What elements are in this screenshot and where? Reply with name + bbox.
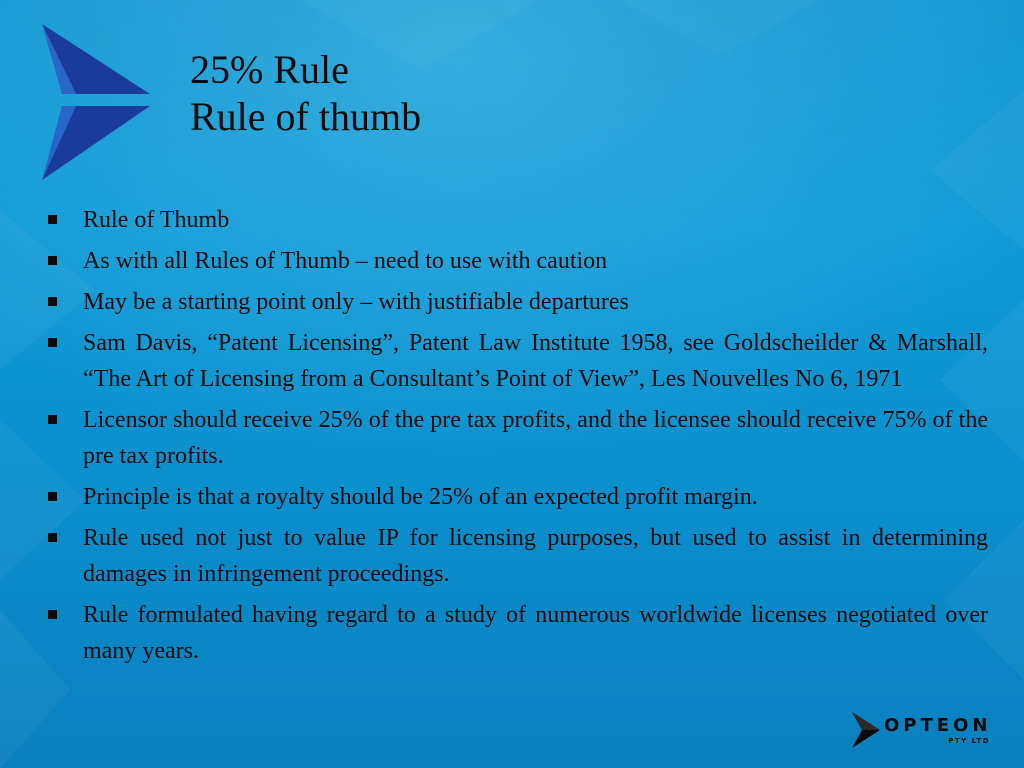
bullet-text: May be a starting point only – with justifiable departures: [83, 289, 629, 315]
bullet-text: Rule of Thumb: [83, 207, 230, 233]
bullet-item: [48, 520, 988, 592]
bullet-list: [48, 202, 988, 674]
bullet-item: [48, 243, 988, 279]
bullet-item: [48, 202, 988, 238]
slide-title: [190, 46, 421, 140]
bullet-text: Rule formulated having regard to a study of numerous worldwide licenses negotiated over many years.: [83, 602, 988, 664]
title-line-1: 25% Rule: [190, 47, 349, 92]
bullet-square-icon: [48, 256, 57, 265]
bullet-square-icon: [48, 338, 57, 347]
bullet-square-icon: [48, 533, 57, 542]
bullet-text: Licensor should receive 25% of the pre tax profits, and the licensee should receive 75% of the pre tax profits.: [83, 407, 988, 469]
title-line-2: Rule of thumb: [190, 94, 422, 140]
bullet-square-icon: [48, 215, 57, 224]
bullet-item: [48, 479, 988, 515]
bullet-item: [48, 597, 988, 669]
opteon-brand: [850, 710, 990, 752]
bullet-square-icon: [48, 297, 57, 306]
bullet-item: [48, 284, 988, 320]
bullet-text: Rule used not just to value IP for licensing purposes, but used to assist in determining damages in infringement proceedings.: [83, 525, 988, 587]
bullet-text: Principle is that a royalty should be 25% of an expected profit margin.: [83, 484, 758, 510]
bullet-text: Sam Davis, “Patent Licensing”, Patent Law Institute 1958, see Goldscheilder & Marshall, “The Art of Licensing from a Consultant’s Point of View”, Les Nouvelles No 6, 1971: [83, 330, 988, 392]
opteon-chevron-icon: [850, 710, 882, 750]
bullet-square-icon: [48, 415, 57, 424]
arrow-logo-icon: [38, 22, 158, 182]
brand-subtitle: PTY LTD: [948, 737, 990, 745]
bullet-item: [48, 325, 988, 397]
bullet-square-icon: [48, 610, 57, 619]
brand-name: OPTEON: [884, 715, 992, 736]
bullet-text: As with all Rules of Thumb – need to use with caution: [83, 248, 608, 274]
bullet-item: [48, 402, 988, 474]
bullet-square-icon: [48, 492, 57, 501]
